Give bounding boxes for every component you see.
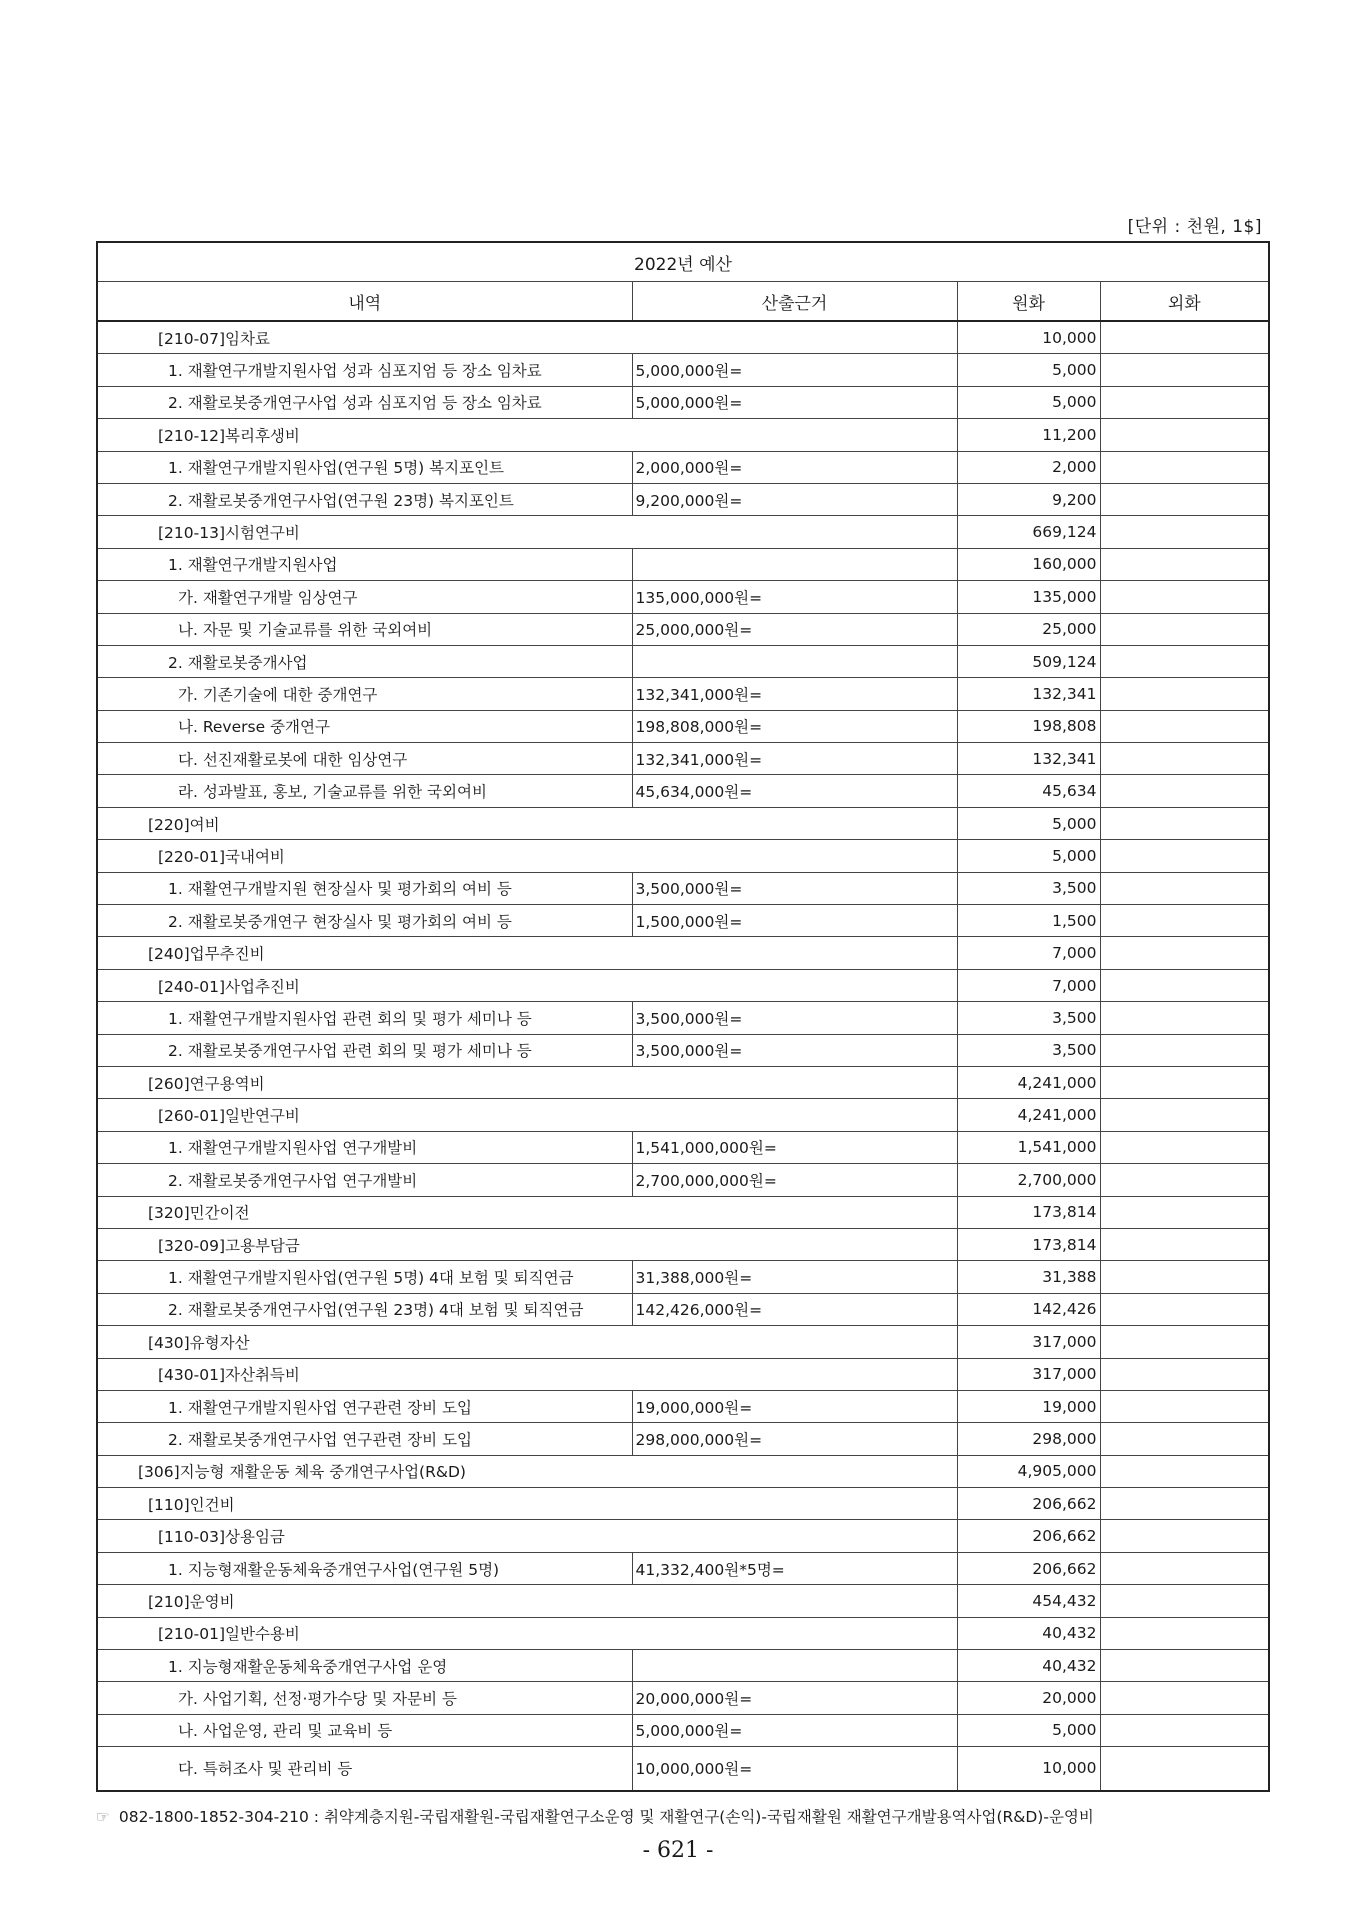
row-foreign	[1100, 1552, 1269, 1584]
table-row	[97, 1131, 1269, 1163]
row-description: 2. 재활로봇중개연구사업 연구관련 장비 도입	[97, 1423, 632, 1455]
row-krw: 3,500	[957, 1034, 1100, 1066]
row-basis: 1,500,000원=	[632, 905, 957, 937]
row-description: [110]인건비	[97, 1488, 957, 1520]
table-row	[97, 1002, 1269, 1034]
table-row	[97, 937, 1269, 969]
row-foreign	[1100, 872, 1269, 904]
row-krw: 9,200	[957, 483, 1100, 515]
row-basis: 1,541,000,000원=	[632, 1131, 957, 1163]
page-number: - 621 -	[642, 1838, 714, 1863]
row-krw: 160,000	[957, 548, 1100, 580]
header-foreign: 외화	[1100, 282, 1269, 322]
row-basis: 142,426,000원=	[632, 1293, 957, 1325]
row-krw: 509,124	[957, 645, 1100, 677]
row-krw: 173,814	[957, 1228, 1100, 1260]
table-row	[97, 1228, 1269, 1260]
row-foreign	[1100, 743, 1269, 775]
row-description: 1. 재활연구개발지원사업 연구관련 장비 도입	[97, 1390, 632, 1422]
row-description: 2. 재활로봇중개연구사업 연구개발비	[97, 1164, 632, 1196]
table-row	[97, 905, 1269, 937]
row-krw: 132,341	[957, 743, 1100, 775]
row-foreign	[1100, 678, 1269, 710]
row-description: 다. 특허조사 및 관리비 등	[97, 1747, 632, 1791]
row-description: 가. 재활연구개발 임상연구	[97, 581, 632, 613]
row-description: 1. 지능형재활운동체육중개연구사업(연구원 5명)	[97, 1552, 632, 1584]
row-krw: 5,000	[957, 840, 1100, 872]
table-body	[97, 321, 1269, 1791]
row-krw: 4,241,000	[957, 1066, 1100, 1098]
row-foreign	[1100, 548, 1269, 580]
row-krw: 20,000	[957, 1682, 1100, 1714]
row-foreign	[1100, 1326, 1269, 1358]
row-foreign	[1100, 1423, 1269, 1455]
table-row	[97, 386, 1269, 418]
row-description: [210-13]시험연구비	[97, 516, 957, 548]
row-krw: 19,000	[957, 1390, 1100, 1422]
table-row	[97, 678, 1269, 710]
row-foreign	[1100, 1747, 1269, 1791]
table-row	[97, 1358, 1269, 1390]
table-row	[97, 743, 1269, 775]
row-basis: 31,388,000원=	[632, 1261, 957, 1293]
row-basis: 10,000,000원=	[632, 1747, 957, 1791]
row-foreign	[1100, 354, 1269, 386]
row-krw: 10,000	[957, 1747, 1100, 1791]
row-foreign	[1100, 1196, 1269, 1228]
table-row	[97, 1099, 1269, 1131]
table-row	[97, 775, 1269, 807]
header-krw: 원화	[957, 282, 1100, 322]
row-description: 2. 재활로봇중개연구사업(연구원 23명) 4대 보험 및 퇴직연금	[97, 1293, 632, 1325]
row-description: [210-12]복리후생비	[97, 419, 957, 451]
row-description: [210]운영비	[97, 1585, 957, 1617]
footnote-text: 082-1800-1852-304-210 : 취약계층지원-국립재활원-국립재활연구소운영 및 재활연구(손익)-국립재활원 재활연구개발용역사업(R&D)-운영비	[118, 1808, 1094, 1826]
table-row	[97, 1423, 1269, 1455]
row-foreign	[1100, 451, 1269, 483]
row-foreign	[1100, 321, 1269, 354]
row-description: [210-07]임차료	[97, 321, 957, 354]
table-row	[97, 969, 1269, 1001]
row-krw: 132,341	[957, 678, 1100, 710]
row-krw: 7,000	[957, 969, 1100, 1001]
row-basis: 135,000,000원=	[632, 581, 957, 613]
row-description: 2. 재활로봇중개연구사업(연구원 23명) 복지포인트	[97, 483, 632, 515]
row-foreign	[1100, 1358, 1269, 1390]
row-krw: 317,000	[957, 1326, 1100, 1358]
row-description: [306]지능형 재활운동 체육 중개연구사업(R&D)	[97, 1455, 957, 1487]
table-row	[97, 354, 1269, 386]
row-basis: 5,000,000원=	[632, 354, 957, 386]
row-foreign	[1100, 937, 1269, 969]
row-basis	[632, 548, 957, 580]
table-row	[97, 1617, 1269, 1649]
table-row	[97, 1390, 1269, 1422]
table-row	[97, 807, 1269, 839]
table-row	[97, 1585, 1269, 1617]
row-basis: 2,000,000원=	[632, 451, 957, 483]
row-krw: 4,241,000	[957, 1099, 1100, 1131]
table-row	[97, 613, 1269, 645]
row-krw: 1,541,000	[957, 1131, 1100, 1163]
row-foreign	[1100, 1714, 1269, 1746]
table-row	[97, 710, 1269, 742]
header-basis: 산출근거	[632, 282, 957, 322]
row-foreign	[1100, 1099, 1269, 1131]
row-description: 1. 지능형재활운동체육중개연구사업 운영	[97, 1650, 632, 1682]
row-krw: 206,662	[957, 1552, 1100, 1584]
row-foreign	[1100, 1520, 1269, 1552]
table-row	[97, 645, 1269, 677]
table-row	[97, 1520, 1269, 1552]
row-krw: 198,808	[957, 710, 1100, 742]
table-row	[97, 1747, 1269, 1791]
header-description: 내역	[97, 282, 632, 322]
row-basis: 3,500,000원=	[632, 1002, 957, 1034]
row-description: 1. 재활연구개발지원사업 관련 회의 및 평가 세미나 등	[97, 1002, 632, 1034]
table-row	[97, 451, 1269, 483]
row-krw: 4,905,000	[957, 1455, 1100, 1487]
row-basis: 5,000,000원=	[632, 386, 957, 418]
row-foreign	[1100, 1293, 1269, 1325]
table-row	[97, 1196, 1269, 1228]
row-basis: 20,000,000원=	[632, 1682, 957, 1714]
row-foreign	[1100, 386, 1269, 418]
row-foreign	[1100, 905, 1269, 937]
row-krw: 5,000	[957, 354, 1100, 386]
row-description: [320-09]고용부담금	[97, 1228, 957, 1260]
row-krw: 298,000	[957, 1423, 1100, 1455]
row-foreign	[1100, 1682, 1269, 1714]
table-row	[97, 1552, 1269, 1584]
row-basis: 132,341,000원=	[632, 743, 957, 775]
row-description: 다. 선진재활로봇에 대한 임상연구	[97, 743, 632, 775]
row-krw: 45,634	[957, 775, 1100, 807]
row-description: 2. 재활로봇중개연구사업 관련 회의 및 평가 세미나 등	[97, 1034, 632, 1066]
row-krw: 40,432	[957, 1617, 1100, 1649]
budget-table	[96, 241, 1270, 1792]
row-foreign	[1100, 645, 1269, 677]
row-foreign	[1100, 807, 1269, 839]
row-krw: 1,500	[957, 905, 1100, 937]
row-krw: 7,000	[957, 937, 1100, 969]
row-basis: 298,000,000원=	[632, 1423, 957, 1455]
row-basis: 9,200,000원=	[632, 483, 957, 515]
row-description: 1. 재활연구개발지원사업 연구개발비	[97, 1131, 632, 1163]
row-description: [240-01]사업추진비	[97, 969, 957, 1001]
row-foreign	[1100, 613, 1269, 645]
row-foreign	[1100, 1455, 1269, 1487]
row-krw: 173,814	[957, 1196, 1100, 1228]
row-description: [220]여비	[97, 807, 957, 839]
row-foreign	[1100, 1228, 1269, 1260]
row-basis	[632, 1650, 957, 1682]
row-description: [430]유형자산	[97, 1326, 957, 1358]
row-foreign	[1100, 1617, 1269, 1649]
table-row	[97, 840, 1269, 872]
table-row	[97, 1293, 1269, 1325]
footnote	[96, 1805, 1094, 1827]
row-krw: 206,662	[957, 1520, 1100, 1552]
row-basis: 3,500,000원=	[632, 872, 957, 904]
row-krw: 31,388	[957, 1261, 1100, 1293]
table-row	[97, 581, 1269, 613]
row-krw: 5,000	[957, 1714, 1100, 1746]
row-krw: 317,000	[957, 1358, 1100, 1390]
row-krw: 135,000	[957, 581, 1100, 613]
row-basis: 5,000,000원=	[632, 1714, 957, 1746]
row-description: 가. 사업기획, 선정·평가수당 및 자문비 등	[97, 1682, 632, 1714]
row-description: [220-01]국내여비	[97, 840, 957, 872]
table-row	[97, 548, 1269, 580]
row-description: [430-01]자산취득비	[97, 1358, 957, 1390]
row-krw: 3,500	[957, 872, 1100, 904]
row-krw: 10,000	[957, 321, 1100, 354]
row-krw: 454,432	[957, 1585, 1100, 1617]
row-description: 나. 자문 및 기술교류를 위한 국외여비	[97, 613, 632, 645]
row-foreign	[1100, 1066, 1269, 1098]
row-description: 나. 사업운영, 관리 및 교육비 등	[97, 1714, 632, 1746]
row-basis: 2,700,000,000원=	[632, 1164, 957, 1196]
row-foreign	[1100, 516, 1269, 548]
table-row	[97, 483, 1269, 515]
row-krw: 5,000	[957, 807, 1100, 839]
row-krw: 40,432	[957, 1650, 1100, 1682]
row-description: [210-01]일반수용비	[97, 1617, 957, 1649]
row-description: 나. Reverse 중개연구	[97, 710, 632, 742]
row-description: 2. 재활로봇중개연구사업 성과 심포지엄 등 장소 임차료	[97, 386, 632, 418]
table-row	[97, 872, 1269, 904]
table-row	[97, 1261, 1269, 1293]
row-foreign	[1100, 1164, 1269, 1196]
row-description: 1. 재활연구개발지원 현장실사 및 평가회의 여비 등	[97, 872, 632, 904]
row-foreign	[1100, 969, 1269, 1001]
row-description: 1. 재활연구개발지원사업(연구원 5명) 4대 보험 및 퇴직연금	[97, 1261, 632, 1293]
row-foreign	[1100, 1585, 1269, 1617]
table-row	[97, 1034, 1269, 1066]
row-foreign	[1100, 1002, 1269, 1034]
table-title: 2022년 예산	[97, 242, 1269, 282]
unit-label: [단위 : 천원, 1$]	[1127, 217, 1262, 237]
row-description: [320]민간이전	[97, 1196, 957, 1228]
row-foreign	[1100, 1390, 1269, 1422]
row-krw: 5,000	[957, 386, 1100, 418]
row-foreign	[1100, 775, 1269, 807]
table-row	[97, 1164, 1269, 1196]
row-krw: 669,124	[957, 516, 1100, 548]
row-foreign	[1100, 1488, 1269, 1520]
table-row	[97, 1714, 1269, 1746]
row-foreign	[1100, 1131, 1269, 1163]
row-basis: 198,808,000원=	[632, 710, 957, 742]
row-foreign	[1100, 1650, 1269, 1682]
row-description: [110-03]상용임금	[97, 1520, 957, 1552]
row-description: [240]업무추진비	[97, 937, 957, 969]
row-foreign	[1100, 1261, 1269, 1293]
row-description: 1. 재활연구개발지원사업(연구원 5명) 복지포인트	[97, 451, 632, 483]
row-basis: 25,000,000원=	[632, 613, 957, 645]
row-krw: 2,000	[957, 451, 1100, 483]
row-krw: 142,426	[957, 1293, 1100, 1325]
row-description: [260-01]일반연구비	[97, 1099, 957, 1131]
row-description: 2. 재활로봇중개사업	[97, 645, 632, 677]
row-foreign	[1100, 710, 1269, 742]
row-description: 가. 기존기술에 대한 중개연구	[97, 678, 632, 710]
row-foreign	[1100, 581, 1269, 613]
row-description: 라. 성과발표, 홍보, 기술교류를 위한 국외여비	[97, 775, 632, 807]
row-foreign	[1100, 419, 1269, 451]
table-row	[97, 1650, 1269, 1682]
row-krw: 25,000	[957, 613, 1100, 645]
table-row	[97, 1488, 1269, 1520]
row-basis: 19,000,000원=	[632, 1390, 957, 1422]
row-foreign	[1100, 1034, 1269, 1066]
row-basis: 45,634,000원=	[632, 775, 957, 807]
row-description: 1. 재활연구개발지원사업	[97, 548, 632, 580]
table-row	[97, 1455, 1269, 1487]
row-basis: 132,341,000원=	[632, 678, 957, 710]
table-row	[97, 1066, 1269, 1098]
row-krw: 3,500	[957, 1002, 1100, 1034]
row-basis: 3,500,000원=	[632, 1034, 957, 1066]
table-row	[97, 1326, 1269, 1358]
row-description: 1. 재활연구개발지원사업 성과 심포지엄 등 장소 임차료	[97, 354, 632, 386]
row-description: [260]연구용역비	[97, 1066, 957, 1098]
row-krw: 2,700,000	[957, 1164, 1100, 1196]
row-foreign	[1100, 840, 1269, 872]
row-krw: 206,662	[957, 1488, 1100, 1520]
row-basis: 41,332,400원*5명=	[632, 1552, 957, 1584]
row-krw: 11,200	[957, 419, 1100, 451]
row-foreign	[1100, 483, 1269, 515]
table-row	[97, 321, 1269, 354]
table-row	[97, 419, 1269, 451]
table-row	[97, 516, 1269, 548]
row-description: 2. 재활로봇중개연구 현장실사 및 평가회의 여비 등	[97, 905, 632, 937]
row-basis	[632, 645, 957, 677]
table-row	[97, 1682, 1269, 1714]
pointing-hand-icon: ☞	[96, 1808, 110, 1826]
